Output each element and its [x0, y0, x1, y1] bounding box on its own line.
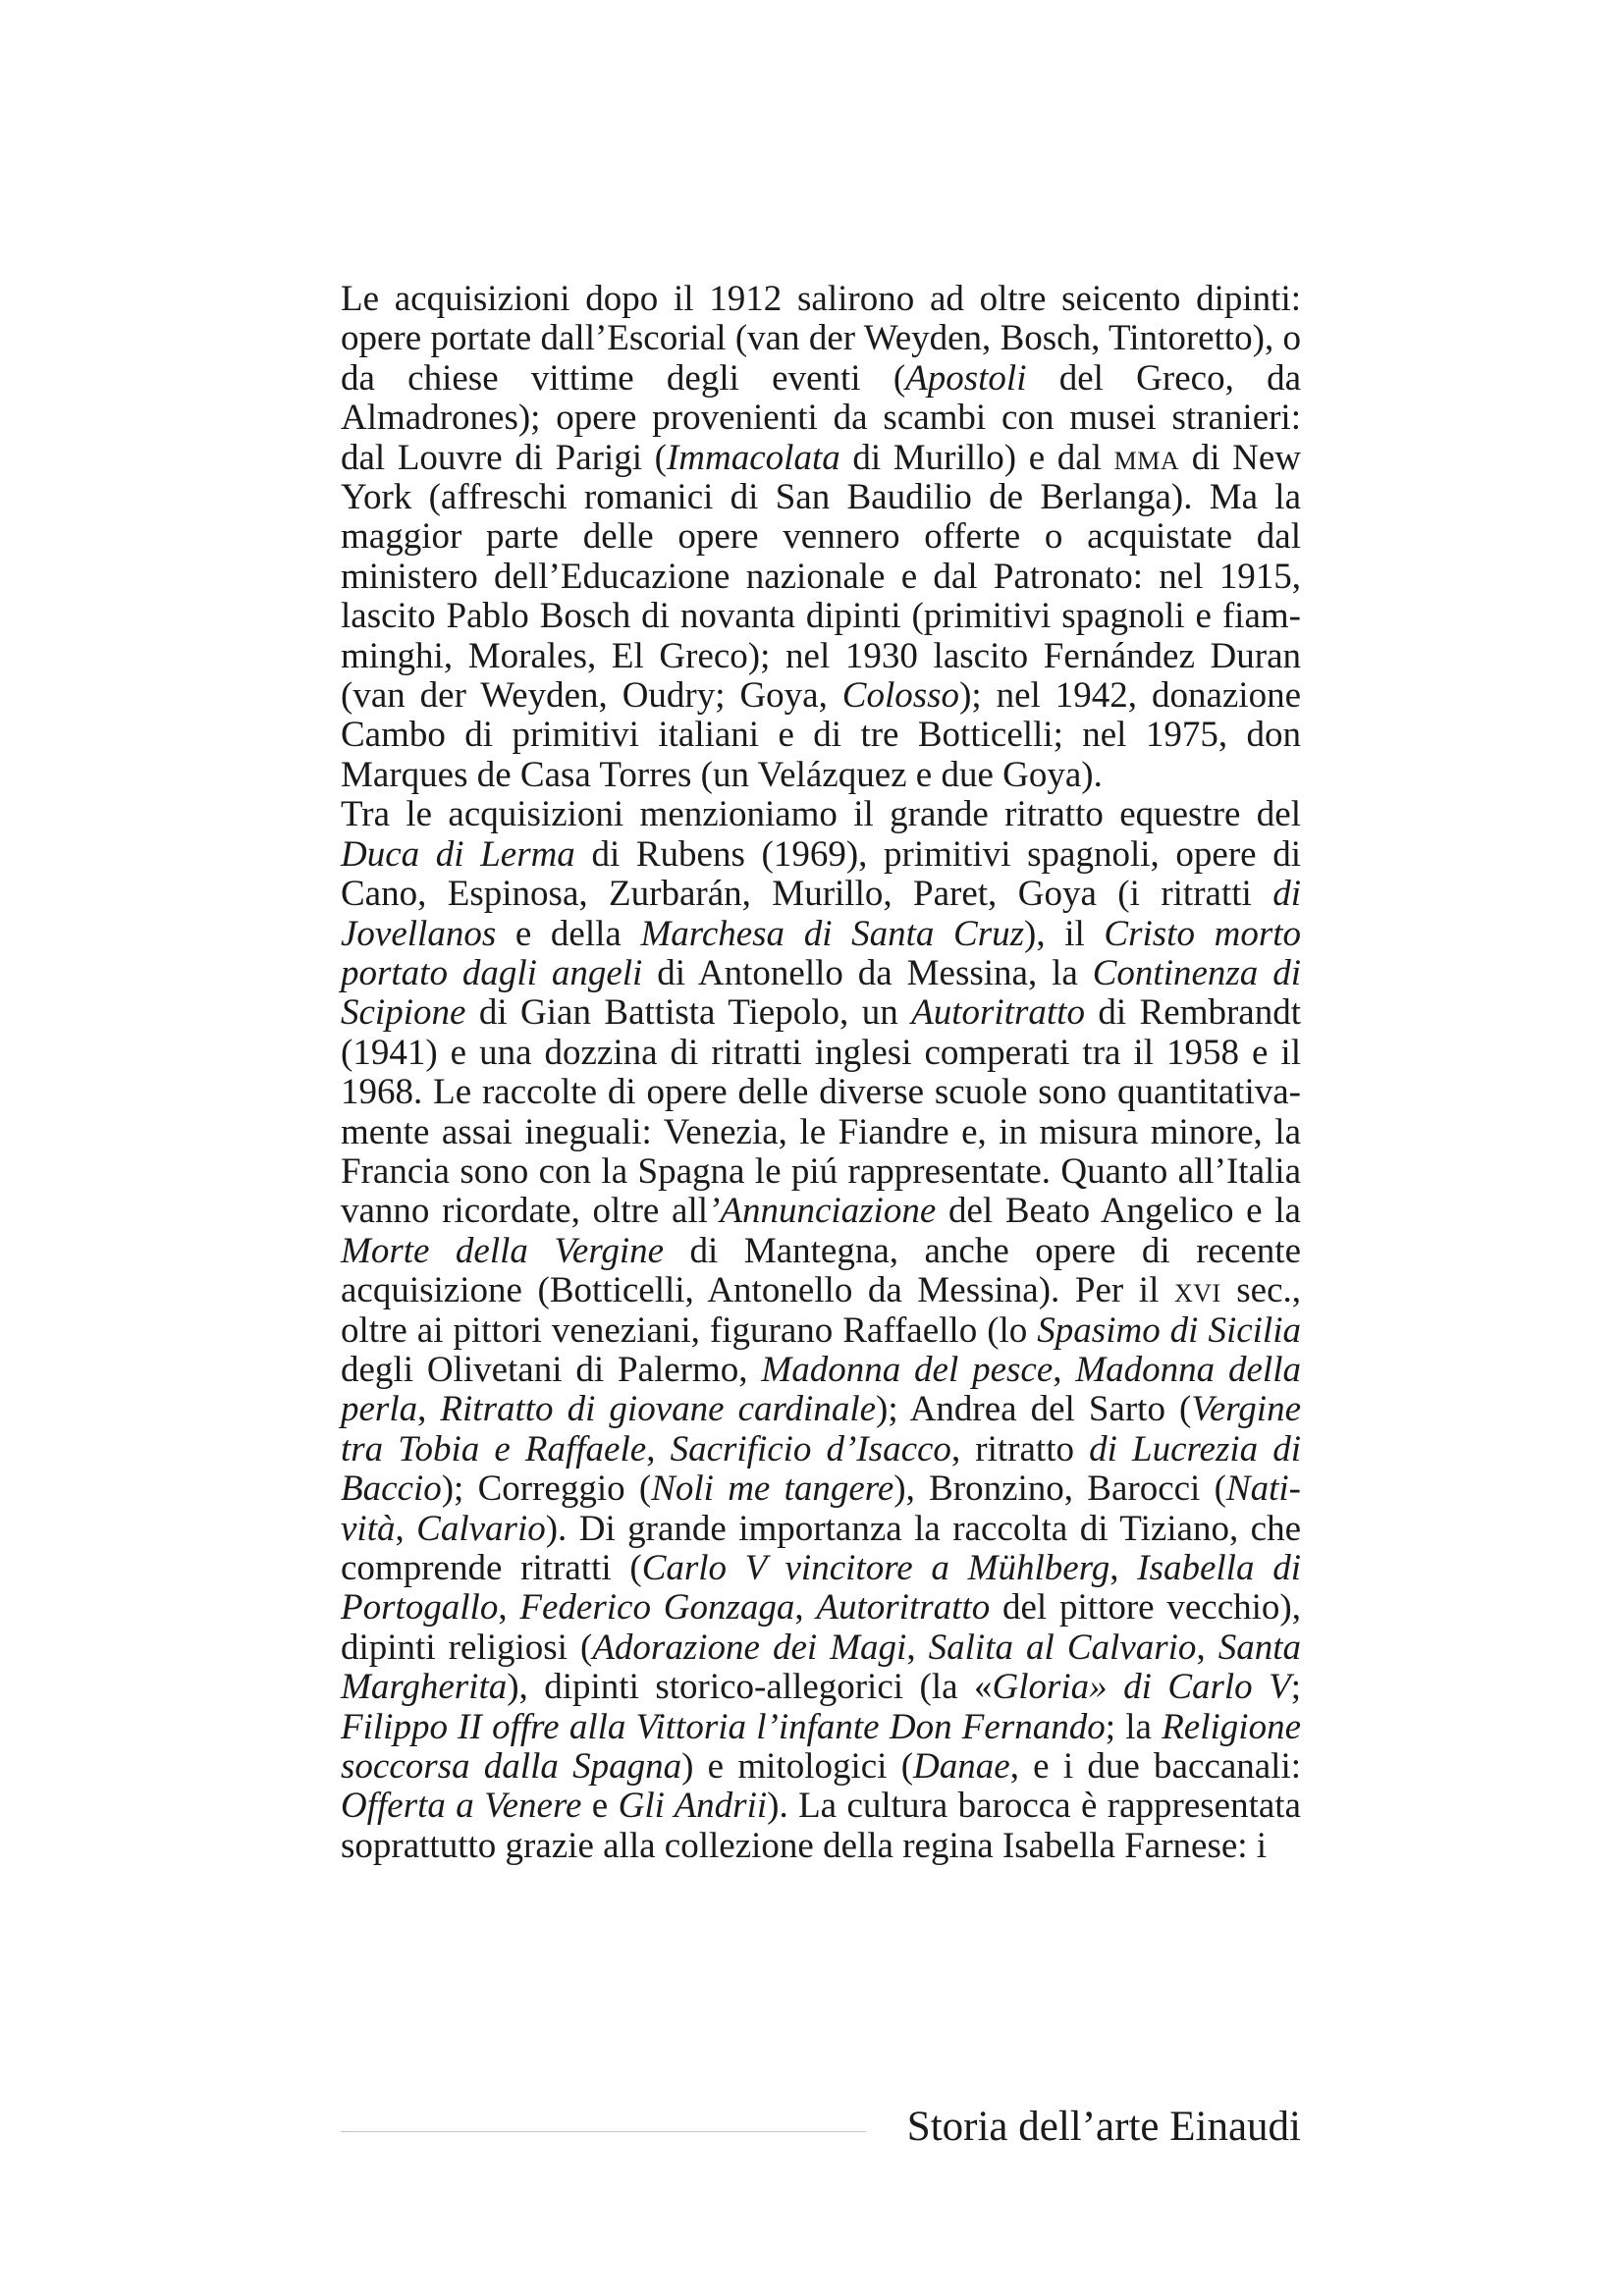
italic-title: Autoritratto — [911, 992, 1085, 1034]
text-run: , — [1109, 1548, 1138, 1588]
text-run: sec., oltre ai pittori veneziani, figurano Raffaello (lo — [341, 1270, 1302, 1351]
italic-title: Immacolata — [666, 437, 840, 478]
text-run: di Mantegna, anche opere di recente acquisizione (Botticelli, Antonello da Messina). Per il — [341, 1230, 1301, 1311]
footer-title: Storia dell’arte Einaudi — [906, 2104, 1301, 2150]
text-run: , — [1196, 1627, 1218, 1668]
italic-title: Gli Andrii — [618, 1786, 768, 1827]
text-run: degli Olivetani di Palermo, — [341, 1349, 762, 1390]
italic-title: Calvario — [416, 1508, 546, 1549]
text-run: , ritratto — [950, 1428, 1090, 1469]
italic-title: Cristo morto portato dagli angeli — [341, 913, 1301, 993]
text-run: , — [498, 1587, 520, 1629]
text-run: , — [906, 1627, 929, 1668]
italic-title: Filippo II offre alla Vittoria l’infante Don Fernando — [341, 1706, 1106, 1747]
italic-title: Madonna del pesce — [761, 1349, 1054, 1390]
italic-title: Federico Gonzaga — [519, 1587, 795, 1629]
italic-title: Ritratto di giovane cardinale — [440, 1389, 877, 1430]
text-run: ) e mitologici ( — [681, 1746, 914, 1788]
italic-title: Colosso — [841, 675, 960, 717]
text-run: e — [581, 1786, 619, 1827]
text-run: ), Bronzino, Barocci ( — [893, 1468, 1226, 1510]
italic-title: Apostoli — [905, 357, 1027, 399]
italic-title: Spasimo di Sicilia — [1037, 1309, 1301, 1351]
italic-title: Gloria» di Carlo V — [992, 1667, 1291, 1708]
text-run: di New York (affreschi romanici di San Baudilio de Berlanga). Ma la maggior parte delle opere vennero offerte o acquistate dal ministero dell’Educazione nazionale e dal Patronato: nel 1915, lascito Pablo Bosch di novanta dipinti (primitivi spagnoli e fiamminghi, Morales, El Greco); nel 1930 lascito Fernández Duran (van der Weyden, Oudry; Goya, — [341, 437, 1301, 717]
italic-title: Salita al Calvario — [928, 1627, 1197, 1668]
text-run: di Rubens (1969), primitivi spagnoli, opere di Cano, Espinosa, Zurbarán, Murillo, Paret, Goya (i ritratti — [341, 833, 1301, 915]
text-run: , — [1053, 1349, 1076, 1390]
text-run: ; la — [1105, 1706, 1163, 1747]
italic-title: Sacrificio d’Isacco — [670, 1428, 951, 1469]
text-run: ); Andrea del Sarto ( — [876, 1389, 1192, 1430]
text-run: di Rembrandt (1941) e una dozzina di ritratti inglesi comperati tra il 1958 e il 1968. Le raccolte di opere delle diverse scuole sono quantitativamente assai ineguali: Venezia, le Fiandre e, in misura minore, la Francia sono con la Spagna le piú rappresentate. Quanto all’Italia vanno ricordate, oltre all — [341, 992, 1302, 1232]
body-text — [341, 280, 1301, 1866]
italic-title: Danae — [913, 1746, 1010, 1788]
italic-title: Madonna della perla — [341, 1349, 1301, 1430]
italic-title: Adorazione dei Magi — [592, 1627, 907, 1668]
italic-title: Autoritratto — [816, 1587, 991, 1629]
italic-title: Carlo V vincitore a Mühlberg — [641, 1548, 1110, 1588]
text-run: e della — [496, 913, 641, 954]
italic-title: Offerta a Venere — [341, 1786, 582, 1827]
paragraph — [341, 280, 1301, 795]
text-run: Tra le acquisizioni menzioniamo il grande ritratto equestre del — [341, 794, 1301, 835]
italic-title: Santa Margherita — [341, 1627, 1302, 1708]
italic-title: Morte della Vergine — [341, 1230, 665, 1271]
italic-title: Duca di Lerma — [341, 833, 575, 875]
text-run: ), dipinti storico-allegorici (la « — [507, 1667, 993, 1708]
text-run: , — [794, 1587, 817, 1629]
text-run: , — [417, 1389, 441, 1430]
text-run: ), il — [1024, 913, 1105, 954]
text-run: del Greco, da Almadrones); opere provenienti da scambi con musei stranieri: dal Louvre di Parigi ( — [341, 357, 1301, 478]
text-run: ); nel 1942, donazione Cambo di primitivi italiani e di tre Botticelli; nel 1975, don Marques de Casa Torres (un Velázquez e due Goya). — [341, 675, 1301, 795]
footer-rule — [341, 2131, 866, 2132]
text-run: ; — [1290, 1667, 1301, 1708]
italic-title: Isabella di Portogallo — [341, 1548, 1301, 1629]
italic-title: Marchesa di Santa Cruz — [640, 913, 1025, 954]
paragraph — [341, 795, 1301, 1866]
text-run: ). La cultura barocca è rappresentata soprattutto grazie alla collezione della regina Isabella Farnese: i — [341, 1786, 1301, 1866]
italic-title: di Jovellanos — [341, 874, 1301, 954]
italic-title: Continenza di Scipione — [341, 952, 1302, 1034]
text-run: del pittore vecchio), dipinti religiosi ( — [341, 1587, 1302, 1668]
italic-title: ’Annunciazione — [708, 1191, 937, 1232]
text-run: , — [395, 1508, 417, 1549]
italic-title: Vergine tra Tobia e Raffaele — [341, 1389, 1301, 1469]
italic-title: di Lucrezia di Baccio — [341, 1428, 1302, 1510]
text-run: del Beato Angelico e la — [936, 1191, 1301, 1232]
text-run: di Gian Battista Tiepolo, un — [465, 992, 912, 1034]
text-run: ). Di grande importanza la raccolta di Tiziano, che comprende ritratti ( — [341, 1508, 1301, 1588]
text-run: Le acquisizioni dopo il 1912 salirono ad oltre seicento dipinti: opere portate dall’Escorial (van der Weyden, Bosch, Tintoretto), o da chiese vittime degli eventi ( — [341, 279, 1301, 399]
italic-title: Noli me tangere — [651, 1468, 894, 1510]
text-run: ); Correggio ( — [441, 1468, 652, 1510]
text-run: , — [646, 1428, 671, 1469]
text-run: di Murillo) e dal — [839, 437, 1114, 478]
small-caps-text: xvi — [1173, 1270, 1221, 1311]
text-run: di Antonello da Messina, la — [642, 952, 1093, 993]
italic-title: Religione soccorsa dalla Spagna — [341, 1706, 1301, 1788]
small-caps-text: mma — [1113, 437, 1180, 478]
italic-title: Natività — [341, 1468, 1301, 1549]
text-run: , e i due baccanali: — [1009, 1746, 1302, 1788]
